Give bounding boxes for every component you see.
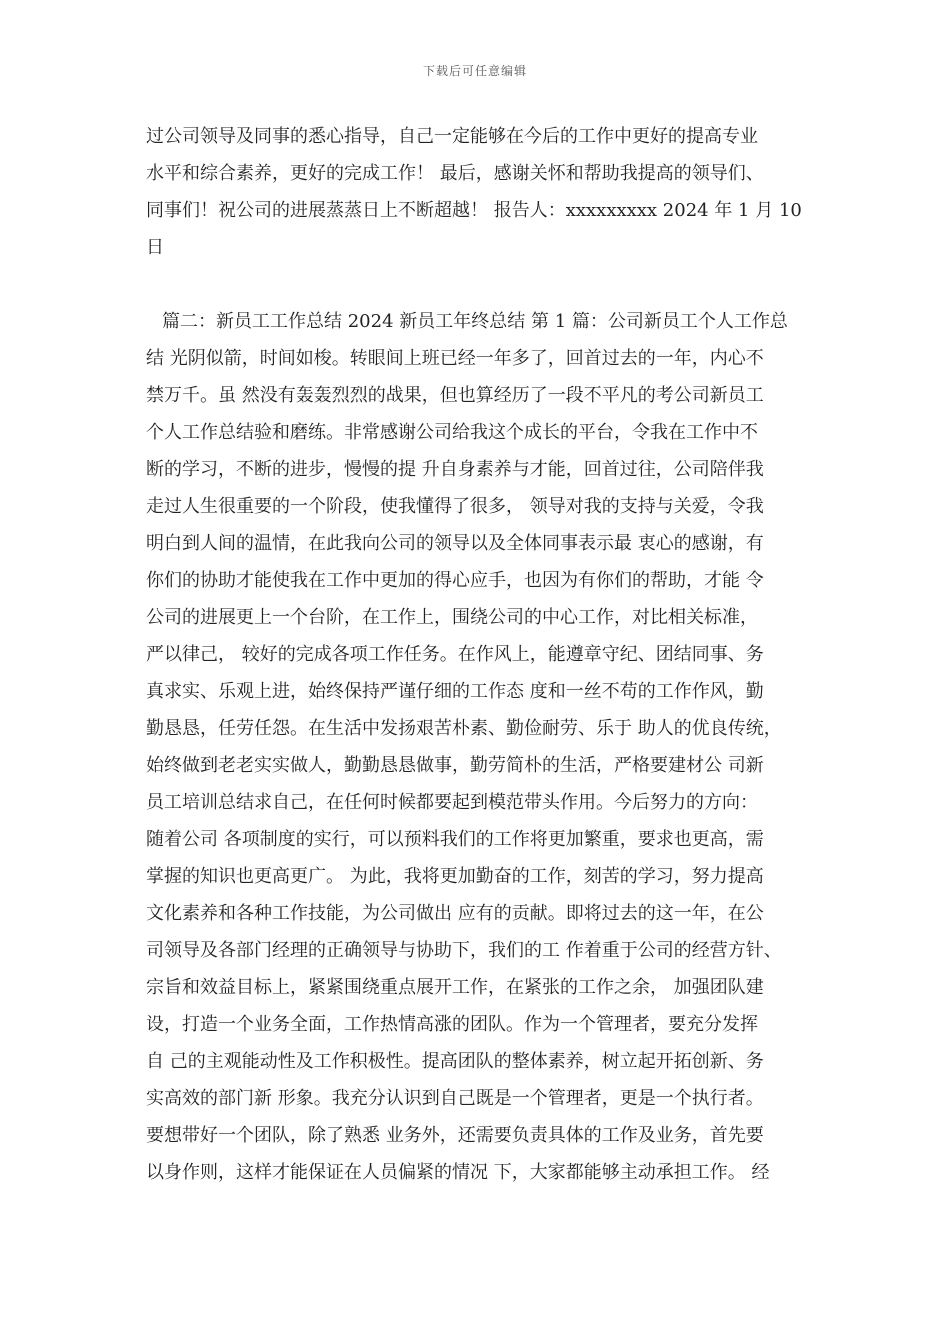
text-line: 掌握的知识也更高更广。 为此，我将更加勤奋的工作，刻苦的学习，努力提高 [146,866,764,887]
text-line: 结 光阴似箭，时间如梭。转眼间上班已经一年多了，回首过去的一年，内心不 [146,348,764,369]
document-body [146,118,814,1191]
text-line: 自 己的主观能动性及工作积极性。提高团队的整体素养，树立起开拓创新、务 [146,1051,764,1072]
page-header: 下载后可任意编辑 [422,64,527,78]
text-line: 你们的协助才能使我在工作中更加的得心应手，也因为有你们的帮助，才能 令 [146,570,764,591]
text-line: 要想带好一个团队，除了熟悉 业务外，还需要负责具体的工作及业务，首先要 [146,1125,764,1146]
text-line: 公司的进展更上一个台阶，在工作上，围绕公司的中心工作，对比相关标准， [146,607,758,628]
text-line: 始终做到老老实实做人，勤勤恳恳做事，勤劳简朴的生活，严格要建材公 司新 [146,755,764,776]
text-line: 随着公司 各项制度的实行，可以预料我们的工作将更加繁重，要求也更高，需 [146,829,764,850]
text-line: 设，打造一个业务全面，工作热情高涨的团队。作为一个管理者，要充分发挥 [146,1014,758,1035]
text-line: 同事们！祝公司的进展蒸蒸日上不断超越！ 报告人：xxxxxxxxx 2024 年 1 月 10 [146,200,802,221]
text-line: 勤恳恳，任劳任怨。在生活中发扬艰苦朴素、勤俭耐劳、乐于 助人的优良传统， [146,718,782,739]
text-line: 个人工作总结验和磨练。非常感谢公司给我这个成长的平台，令我在工作中不 [146,422,758,443]
text-line: 日 [146,237,164,258]
text-line: 司领导及各部门经理的正确领导与协助下，我们的工 作着重于公司的经营方针、 [146,940,782,961]
text-line: 员工培训总结求自己，在任何时候都要起到模范带头作用。今后努力的方向： [146,792,758,813]
paragraph-1 [146,118,814,266]
text-line: 严以律己， 较好的完成各项工作任务。在作风上，能遵章守纪、团结同事、务 [146,644,764,665]
paragraph-spacer [146,266,814,303]
text-line: 水平和综合素养，更好的完成工作！ 最后，感谢关怀和帮助我提高的领导们、 [146,163,764,184]
paragraph-2 [146,303,814,1191]
text-line: 禁万千。虽 然没有轰轰烈烈的战果，但也算经历了一段不平凡的考公司新员工 [146,385,764,406]
text-line: 真求实、乐观上进，始终保持严谨仔细的工作态 度和一丝不苟的工作作风，勤 [146,681,764,702]
text-line: 以身作则，这样才能保证在人员偏紧的情况 下，大家都能够主动承担工作。 经 [146,1162,770,1183]
text-line: 文化素养和各种工作技能，为公司做出 应有的贡献。即将过去的这一年，在公 [146,903,764,924]
text-line: 篇二：新员工工作总结 2024 新员工年终总结 第 1 篇：公司新员工个人工作总 [162,311,788,332]
text-line: 走过人生很重要的一个阶段，使我懂得了很多， 领导对我的支持与关爱，令我 [146,496,764,517]
text-line: 过公司领导及同事的悉心指导，自己一定能够在今后的工作中更好的提高专业 [146,126,758,147]
text-line: 明白到人间的温情，在此我向公司的领导以及全体同事表示最 衷心的感谢，有 [146,533,764,554]
text-line: 断的学习，不断的进步，慢慢的提 升自身素养与才能，回首过往，公司陪伴我 [146,459,764,480]
text-line: 宗旨和效益目标上，紧紧围绕重点展开工作，在紧张的工作之余， 加强团队建 [146,977,764,998]
text-line: 实高效的部门新 形象。我充分认识到自己既是一个管理者，更是一个执行者。 [146,1088,764,1109]
